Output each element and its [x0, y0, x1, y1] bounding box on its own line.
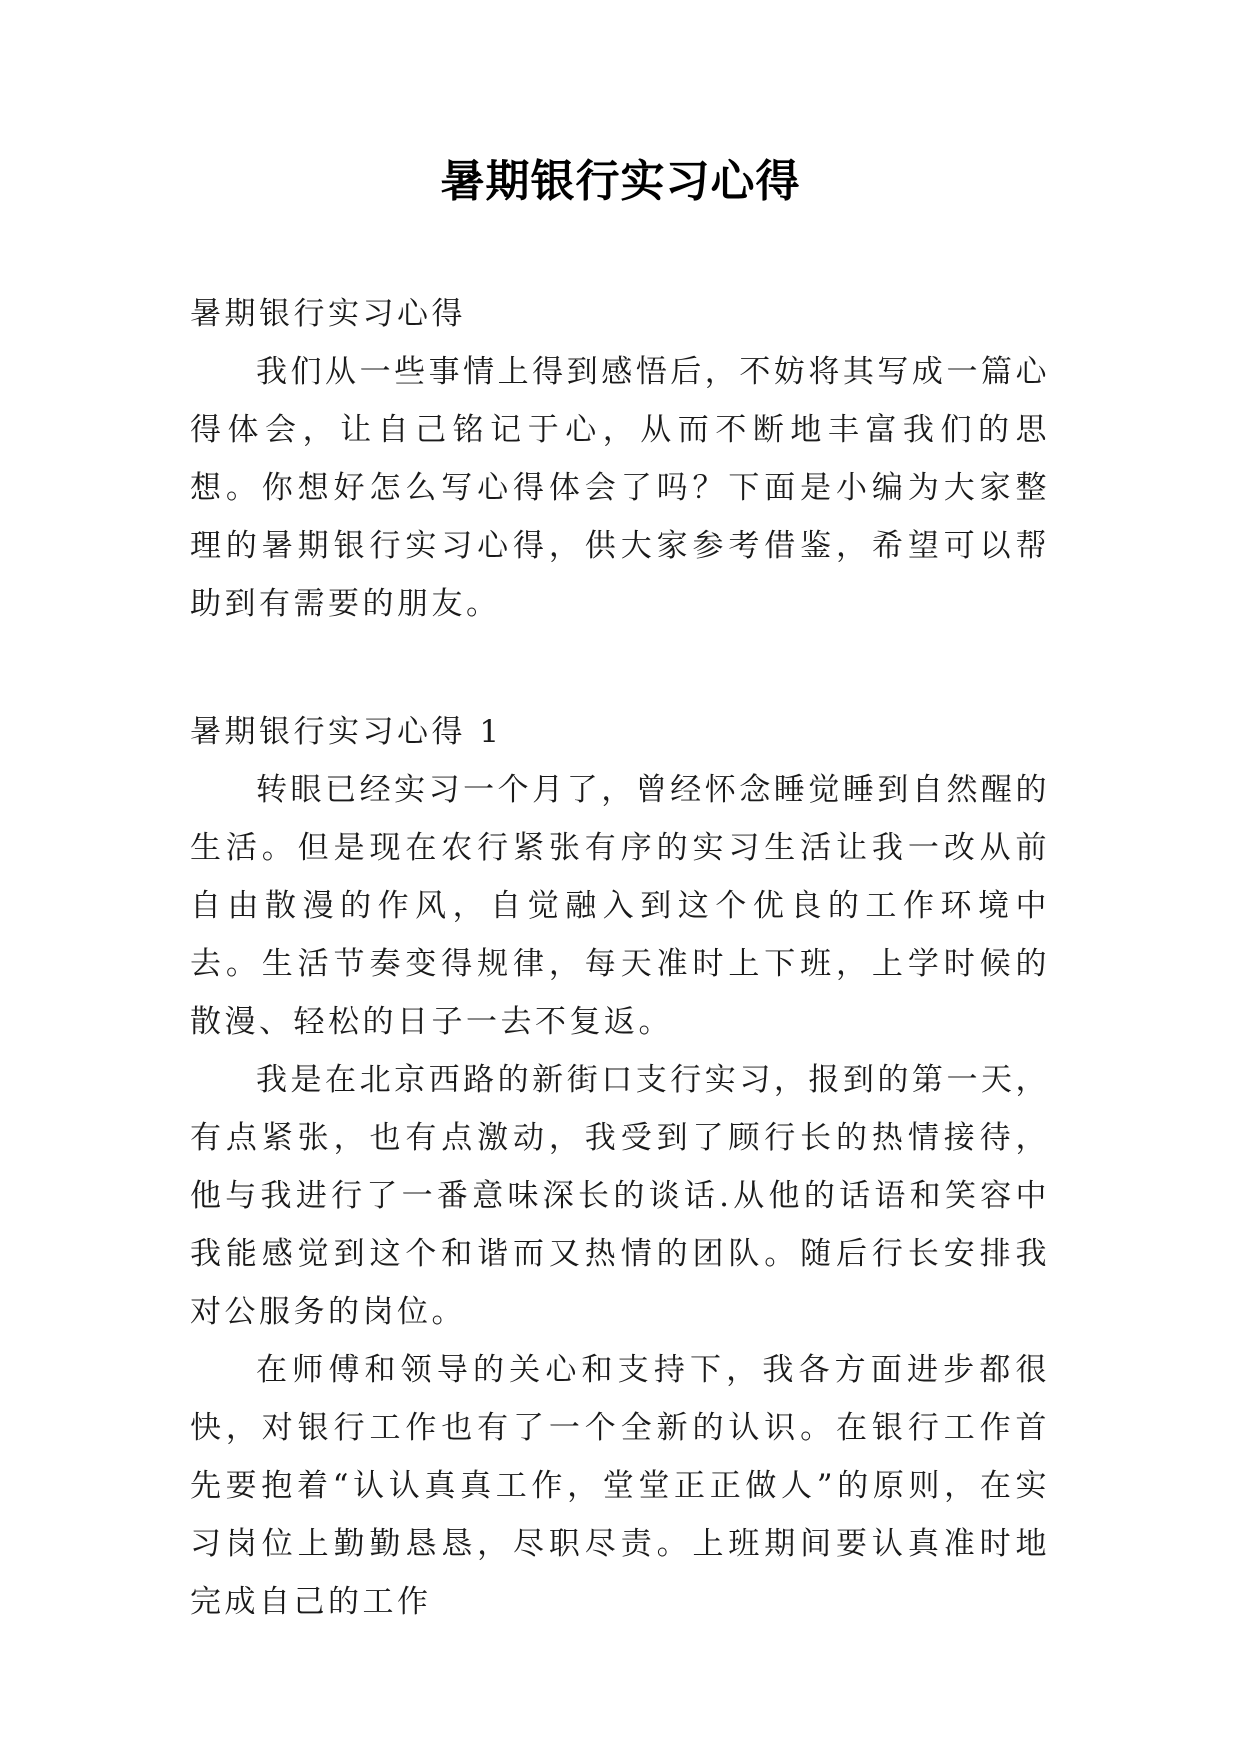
document-subtitle: 暑期银行实习心得 [190, 296, 466, 332]
section-heading: 暑期银行实习心得 1 [190, 714, 503, 750]
document-body [190, 285, 1050, 1631]
document-title: 暑期银行实习心得 [440, 156, 801, 207]
section-paragraph: 我是在北京西路的新街口支行实习，报到的第一天，有点紧张，也有点激动，我受到了顾行长的热情接待，他与我进行了一番意味深长的谈话.从他的话语和笑容中我能感觉到这个和谐而又热情的团队。随后行长安排我对公服务的岗位。 [190, 1062, 1050, 1330]
section-paragraph: 在师傅和领导的关心和支持下，我各方面进步都很快，对银行工作也有了一个全新的认识。在银行工作首先要抱着“认认真真工作，堂堂正正做人”的原则，在实习岗位上勤勤恳恳，尽职尽责。上班期间要认真准时地完成自己的工作 [190, 1352, 1050, 1620]
section-spacer [190, 633, 1050, 703]
intro-paragraph: 我们从一些事情上得到感悟后，不妨将其写成一篇心得体会，让自己铭记于心，从而不断地丰富我们的思想。你想好怎么写心得体会了吗？下面是小编为大家整理的暑期银行实习心得，供大家参考借鉴，希望可以帮助到有需要的朋友。 [190, 354, 1050, 622]
section-paragraph: 转眼已经实习一个月了，曾经怀念睡觉睡到自然醒的生活。但是现在农行紧张有序的实习生活让我一改从前自由散漫的作风，自觉融入到这个优良的工作环境中去。生活节奏变得规律，每天准时上下班，上学时候的散漫、轻松的日子一去不复返。 [190, 772, 1050, 1040]
